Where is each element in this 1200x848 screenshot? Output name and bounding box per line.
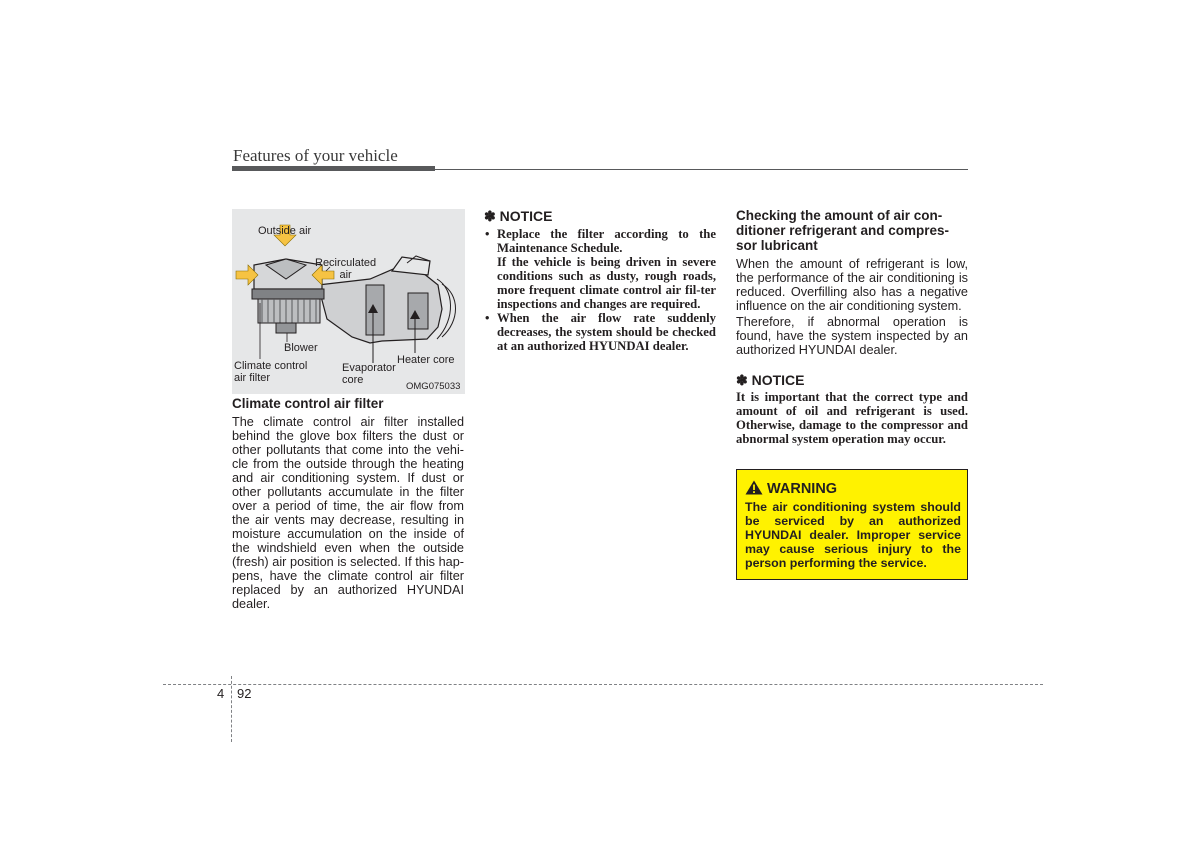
label-blower: Blower bbox=[284, 342, 318, 354]
notice-item bbox=[484, 311, 716, 353]
label-heater-core: Heater core bbox=[397, 354, 455, 366]
footer-vertical-rule bbox=[231, 676, 232, 742]
label-climate-control-air-filter: Climate control air filter bbox=[234, 360, 308, 384]
label-recirculated-air: Recirculated air bbox=[315, 257, 377, 281]
figure-code: OMG075033 bbox=[406, 381, 461, 392]
notice-heading: ✽ NOTICE bbox=[484, 208, 553, 224]
notice-item-subtext: If the vehicle is being driven in severe conditions such as dusty, rough roads, more frequent climate control air fil-ter inspections and changes are required. bbox=[497, 255, 716, 311]
notice-item-text: • When the air flow rate suddenly decreases, the system should be checked at an authorized HYUNDAI dealer. bbox=[497, 311, 716, 353]
label-evaporator-core: Evaporator core bbox=[342, 362, 396, 386]
warning-triangle-icon bbox=[745, 480, 763, 495]
footer-rule bbox=[163, 684, 1043, 685]
hvac-diagram bbox=[232, 209, 465, 394]
climate-filter-heading: Climate control air filter bbox=[232, 396, 384, 411]
notice-heading-2: ✽ NOTICE bbox=[736, 372, 805, 388]
warning-heading bbox=[745, 480, 837, 497]
label-outside-air: Outside air bbox=[258, 225, 312, 237]
refrigerant-heading: Checking the amount of air con-ditioner refrigerant and compres-sor lubricant bbox=[736, 208, 950, 253]
chapter-number: 4 bbox=[217, 686, 225, 701]
refrigerant-text-2: Therefore, if abnormal operation is found, have the system inspected by an authorized HYUNDAI dealer. bbox=[736, 315, 968, 357]
page-header-title: Features of your vehicle bbox=[233, 146, 398, 165]
page-number: 92 bbox=[237, 686, 252, 701]
header-rule bbox=[435, 169, 968, 170]
notice-text-2: It is important that the correct type and amount of oil and refrigerant is used. Otherwise, damage to the compressor and abnormal system operation may occur. bbox=[736, 390, 968, 446]
notice-list bbox=[484, 227, 716, 353]
refrigerant-text: When the amount of refrigerant is low, the performance of the air conditioning is reduced. Overfilling also has a negative influence on the air conditioning system. bbox=[736, 257, 968, 313]
notice-item bbox=[484, 227, 716, 311]
warning-title: WARNING bbox=[767, 481, 838, 497]
warning-text: The air conditioning system should be serviced by an authorized HYUNDAI dealer. Improper service may cause serious injury to the person performing the service. bbox=[745, 500, 961, 570]
climate-filter-text: The climate control air filter installed behind the glove box filters the dust or other pollutants that come into the vehi-cle from the outside through the heating and air conditioning system. If dust or other pollutants accumulate in the filter over a period of time, the air flow from the air vents may decrease, resulting in moisture accumulation on the inside of the windshield even when the outside (fresh) air position is selected. If this hap-pens, have the climate control air filter replaced by an authorized HYUNDAI dealer. bbox=[232, 415, 464, 611]
notice-item-text: • Replace the filter according to the Maintenance Schedule. bbox=[497, 227, 716, 255]
warning-box bbox=[736, 469, 968, 580]
header-bar bbox=[232, 166, 435, 171]
